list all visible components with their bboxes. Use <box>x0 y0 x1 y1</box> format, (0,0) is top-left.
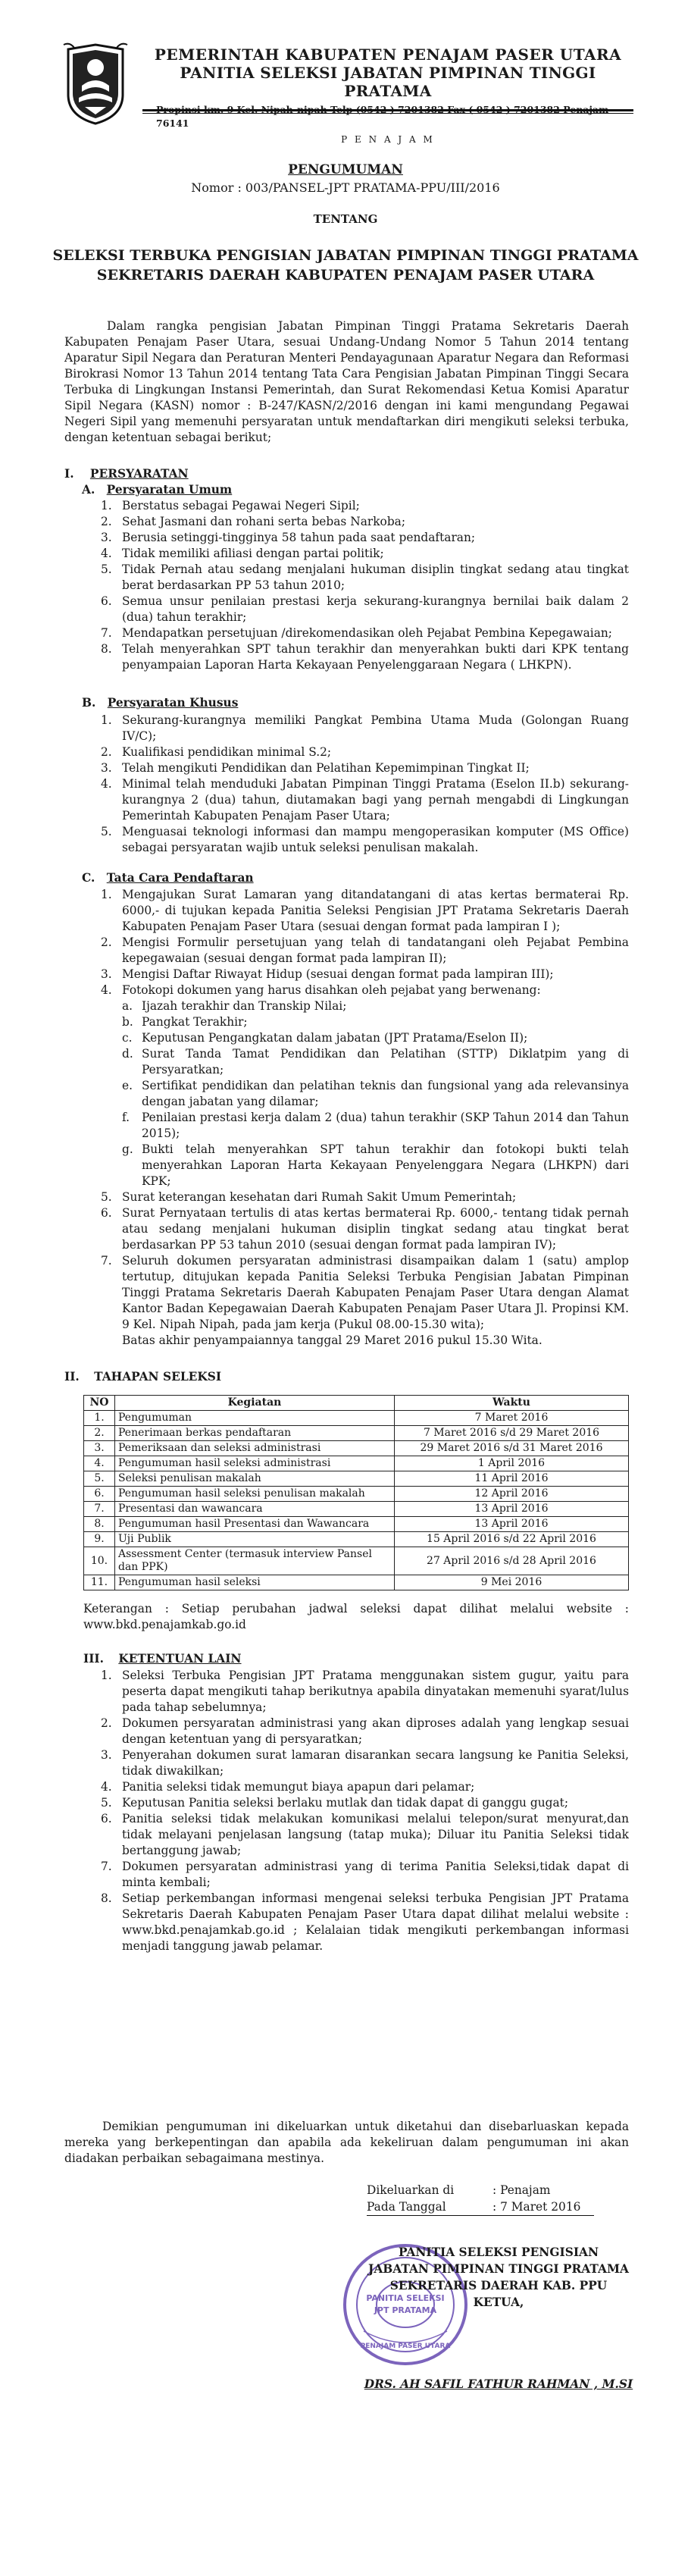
schedule-cell-time: 13 April 2016 <box>395 1502 629 1517</box>
sublist-item-text: Pangkat Terakhir; <box>142 1015 248 1029</box>
list-item <box>101 1189 629 1205</box>
list-item <box>101 546 629 562</box>
list-item-text: Panitia seleksi tidak melakukan komunikasi melalui telepon/surat menyurat,dan tidak melayani penjelasan langsung (tatap muka); Diluar itu Panitia Seleksi tidak bertanggung jawab; <box>122 1812 629 1857</box>
list-item-text: Mendapatkan persetujuan /direkomendasikan oleh Pejabat Pembina Kepegawaian; <box>122 626 612 640</box>
list-item-number: 6. <box>101 1206 112 1220</box>
section-1-heading <box>64 466 189 482</box>
issued-block <box>367 2182 594 2216</box>
list-item-number: 1. <box>101 713 112 727</box>
letterhead-government: PEMERINTAH KABUPATEN PENAJAM PASER UTARA <box>154 45 622 64</box>
sublist-item <box>122 1046 629 1078</box>
special-requirements-list <box>101 713 629 856</box>
sublist-item-text: Penilaian prestasi kerja dalam 2 (dua) tahun terakhir (SKP Tahun 2014 dan Tahun 2015); <box>142 1111 629 1140</box>
doc-title: PENGUMUMAN <box>288 162 403 177</box>
list-item-text: Sehat Jasmani dan rohani serta bebas Narkoba; <box>122 515 406 528</box>
list-item-number: 4. <box>101 1780 112 1794</box>
list-item-number: 7. <box>101 1254 112 1268</box>
list-item <box>101 1253 629 1333</box>
list-item-text: Dokumen persyaratan administrasi yang di terima Panitia Seleksi,tidak dapat di minta kembali; <box>122 1860 629 1889</box>
list-item <box>101 562 629 594</box>
schedule-cell-time: 12 April 2016 <box>395 1487 629 1502</box>
list-item-number: 1. <box>101 499 112 512</box>
schedule-cell-activity: Penerimaan berkas pendaftaran <box>115 1426 395 1441</box>
list-item-number: 7. <box>101 626 112 640</box>
sublist-item-letter: a. <box>122 999 133 1013</box>
list-item-text: Tidak Pernah atau sedang menjalani hukuman disiplin tingkat sedang atau tingkat berat berdasarkan PP 53 tahun 2010; <box>122 563 629 592</box>
list-item-number: 4. <box>101 777 112 791</box>
list-item <box>101 1205 629 1253</box>
list-item-text: Setiap perkembangan informasi mengenai seleksi terbuka Pengisian JPT Pratama Sekretaris Daerah Kabupaten Penajam Paser Utara dapat dilihat melalui website : www.bkd.penajamkab.go.id ; Kelalaian tidak mengikuti perkembangan informasi menjadi tanggung jawab pelamar. <box>122 1891 629 1953</box>
list-item-text: Penyerahan dokumen surat lamaran disarankan secara langsung ke Panitia Seleksi, tidak diwakilkan; <box>122 1748 629 1778</box>
other-provisions-list <box>101 1668 629 1954</box>
subsection-a-title: Persyaratan Umum <box>106 483 233 497</box>
section-3-heading <box>83 1651 242 1667</box>
list-item-number: 7. <box>101 1860 112 1873</box>
list-item <box>101 530 629 546</box>
stamp-text-mid: JPT PRATAMA <box>374 2305 437 2315</box>
list-item-text: Seleksi Terbuka Pengisian JPT Pratama menggunakan sistem gugur, yaitu para peserta dapat mengikuti tahap berikutnya apabila dinyatakan memenuhi syarat/lulus pada tahap sebelumnya; <box>122 1669 629 1714</box>
sublist-item <box>122 998 629 1014</box>
list-item-number: 3. <box>101 967 112 981</box>
schedule-cell-no: 5. <box>84 1471 115 1487</box>
list-item-number: 2. <box>101 745 112 759</box>
list-item-number: 3. <box>101 1748 112 1762</box>
subsection-c-title: Tata Cara Pendaftaran <box>106 871 254 885</box>
schedule-cell-activity: Seleksi penulisan makalah <box>115 1471 395 1487</box>
schedule-body <box>84 1411 629 1590</box>
schedule-cell-no: 10. <box>84 1547 115 1575</box>
sublist-item-letter: c. <box>122 1031 133 1045</box>
list-item <box>101 1668 629 1716</box>
schedule-row <box>84 1441 629 1456</box>
list-item-number: 5. <box>101 1190 112 1204</box>
issued-date-label: Pada Tanggal <box>367 2200 446 2214</box>
letterhead-rule-thick <box>142 109 633 111</box>
list-item <box>101 744 629 760</box>
sublist-item <box>122 1078 629 1110</box>
list-item-number: 6. <box>101 1812 112 1825</box>
list-item <box>101 1859 629 1891</box>
schedule-table <box>83 1395 629 1590</box>
schedule-note: Keterangan : Setiap perubahan jadwal seleksi dapat dilihat melalui website : www.bkd.penajamkab.go.id <box>83 1602 629 1631</box>
schedule-cell-no: 6. <box>84 1487 115 1502</box>
list-item-text: Telah mengikuti Pendidikan dan Pelatihan Kepemimpinan Tingkat II; <box>122 761 530 775</box>
signature-line4: KETUA, <box>473 2296 524 2309</box>
subsection-a-label: A. <box>82 483 95 497</box>
list-item-text: Minimal telah menduduki Jabatan Pimpinan Tinggi Pratama (Eselon II.b) sekurang-kurangnya 2 (dua) tahun, diutamakan bagi yang pernah mengabdi di Lingkungan Pemerintah Kabupaten Penajam Paser Utara; <box>122 777 629 823</box>
subsection-a-heading <box>82 482 232 498</box>
list-item-number: 4. <box>101 547 112 560</box>
list-item-number: 5. <box>101 1796 112 1810</box>
list-item-text: Berusia setinggi-tingginya 58 tahun pada saat pendaftaran; <box>122 531 476 544</box>
list-item <box>101 1891 629 1954</box>
stamp-text-bottom: PENAJAM PASER UTARA <box>360 2343 451 2350</box>
list-item <box>101 498 629 514</box>
doc-number: Nomor : 003/PANSEL-JPT PRATAMA-PPU/III/2016 <box>191 180 500 195</box>
doc-subject-line2: SEKRETARIS DAERAH KABUPATEN PENAJAM PASER UTARA <box>96 267 595 284</box>
list-item <box>101 1795 629 1811</box>
list-item <box>101 1716 629 1747</box>
schedule-cell-no: 4. <box>84 1456 115 1471</box>
sublist-item-letter: d. <box>122 1047 133 1061</box>
schedule-cell-time: 7 Maret 2016 s/d 29 Maret 2016 <box>395 1426 629 1441</box>
schedule-cell-activity: Uji Publik <box>115 1532 395 1547</box>
intro-paragraph: Dalam rangka pengisian Jabatan Pimpinan Tinggi Pratama Sekretaris Daerah Kabupaten Penajam Paser Utara, sesuai Undang-Undang Nomor 5 Tahun 2014 tentang Aparatur Sipil Negara dan Peraturan Menteri Pendayagunaan Aparatur Negara dan Reformasi Birokrasi Nomor 13 Tahun 2014 tentang Tata Cara Pengisian Jabatan Pimpinan Tinggi Secara Terbuka di Lingkungan Instansi Pemerintah, dan Surat Rekomendasi Ketua Komisi Aparatur Sipil Negara (KASN) nomor : B-247/KASN/2/2016 dengan ini kami mengundang Pegawai Negeri Sipil yang memenuhi persyaratan untuk mendaftarkan diri mengikuti seleksi terbuka, dengan ketentuan sebagai berikut; <box>64 319 629 444</box>
list-item-text: Mengajukan Surat Lamaran yang ditandatangani di atas kertas bermaterai Rp. 6000,- di tujukan kepada Panitia Seleksi Pengisian JPT Pratama Sekretaris Daerah Kabupaten Penajam Paser Utara (sesuai dengan format pada lampiran I ); <box>122 888 629 933</box>
schedule-cell-no: 3. <box>84 1441 115 1456</box>
schedule-cell-activity: Pengumuman hasil seleksi penulisan makalah <box>115 1487 395 1502</box>
schedule-cell-time: 13 April 2016 <box>395 1517 629 1532</box>
sublist-item <box>122 1142 629 1189</box>
list-item-text: Menguasai teknologi informasi dan mampu mengoperasikan komputer (MS Office) sebagai persyaratan wajib untuk seleksi penulisan makalah. <box>122 825 629 854</box>
list-item-number: 8. <box>101 1891 112 1905</box>
list-item-text: Tidak memiliki afiliasi dengan partai politik; <box>122 547 384 560</box>
list-item-text: Keputusan Panitia seleksi berlaku mutlak dan tidak dapat di ganggu gugat; <box>122 1796 569 1810</box>
list-item <box>101 1811 629 1859</box>
sublist-item-text: Bukti telah menyerahkan SPT tahun terakhir dan fotokopi bukti telah menyerahkan Laporan Harta Kekayaan Penyelenggara Negara (LHKPN) dari KPK; <box>142 1142 629 1188</box>
schedule-cell-time: 11 April 2016 <box>395 1471 629 1487</box>
list-item-number: 4. <box>101 983 112 997</box>
list-item-number: 2. <box>101 515 112 528</box>
sublist-item-text: Surat Tanda Tamat Pendidikan dan Pelatihan (STTP) Diklatpim yang di Persyaratkan; <box>142 1047 629 1076</box>
schedule-header-row <box>84 1396 629 1411</box>
list-item <box>101 641 629 673</box>
list-item <box>101 1333 629 1349</box>
list-item <box>101 594 629 625</box>
list-item <box>101 776 629 824</box>
letterhead-rule-thin <box>142 113 633 114</box>
list-item <box>101 625 629 641</box>
list-item-number: 3. <box>101 761 112 775</box>
list-item <box>101 514 629 530</box>
subsection-c-label: C. <box>82 871 95 885</box>
list-item <box>101 1747 629 1779</box>
letterhead <box>145 45 630 146</box>
list-item <box>101 887 629 935</box>
sublist-item-letter: e. <box>122 1079 133 1092</box>
subsection-c-heading <box>82 870 254 886</box>
schedule-cell-activity: Pemeriksaan dan seleksi administrasi <box>115 1441 395 1456</box>
schedule-header-time: Waktu <box>395 1396 629 1411</box>
list-item <box>101 824 629 856</box>
schedule-cell-no: 7. <box>84 1502 115 1517</box>
list-item-text: Fotokopi dokumen yang harus disahkan oleh pejabat yang berwenang: <box>122 983 541 997</box>
list-item-text: Panitia seleksi tidak memungut biaya apapun dari pelamar; <box>122 1780 475 1794</box>
list-item-text: Mengisi Daftar Riwayat Hidup (sesuai dengan format pada lampiran III); <box>122 967 554 981</box>
schedule-row <box>84 1471 629 1487</box>
schedule-cell-activity: Pengumuman hasil seleksi <box>115 1575 395 1590</box>
schedule-cell-time: 29 Maret 2016 s/d 31 Maret 2016 <box>395 1441 629 1456</box>
list-item-number: 3. <box>101 531 112 544</box>
schedule-cell-no: 9. <box>84 1532 115 1547</box>
document-copies-sublist <box>122 998 629 1189</box>
schedule-row <box>84 1575 629 1590</box>
section-2-label: II. <box>64 1370 80 1384</box>
sublist-item-text: Ijazah terakhir dan Transkip Nilai; <box>142 999 347 1013</box>
sublist-item-letter: g. <box>122 1142 133 1156</box>
section-3-title: KETENTUAN LAIN <box>118 1652 242 1666</box>
sublist-item <box>122 1014 629 1030</box>
list-item-text: Surat keterangan kesehatan dari Rumah Sakit Umum Pemerintah; <box>122 1190 517 1204</box>
schedule-cell-activity: Pengumuman <box>115 1411 395 1426</box>
schedule-row <box>84 1547 629 1575</box>
list-item-number: 8. <box>101 642 112 656</box>
schedule-cell-time: 7 Maret 2016 <box>395 1411 629 1426</box>
list-item-text: Telah menyerahkan SPT tahun terakhir dan menyerahkan bukti dari KPK tentang penyampaian Laporan Harta Kekayaan Penyelenggaraan Negara ( LHKPN). <box>122 642 629 672</box>
list-item-text: Dokumen persyaratan administrasi yang akan diproses adalah yang lengkap sesuai dengan ketentuan yang di persyaratkan; <box>122 1716 629 1746</box>
list-item-text: Seluruh dokumen persyaratan administrasi disampaikan dalam 1 (satu) amplop tertutup, ditujukan kepada Panitia Seleksi Terbuka Pengisian Jabatan Pimpinan Tinggi Pratama Sekretaris Daerah Kabupaten Penajam Paser Utara dengan Alamat Kantor Badan Kepegawaian Daerah Kabupaten Penajam Paser Utara Jl. Propinsi KM. 9 Kel. Nipah Nipah, pada jam kerja (Pukul 08.00-15.30 wita); <box>122 1254 629 1331</box>
list-item-number: 1. <box>101 888 112 901</box>
signature-block <box>347 2244 650 2393</box>
schedule-cell-time: 15 April 2016 s/d 22 April 2016 <box>395 1532 629 1547</box>
sublist-item-letter: b. <box>122 1015 133 1029</box>
schedule-cell-no: 1. <box>84 1411 115 1426</box>
issued-date-value: : 7 Maret 2016 <box>492 2200 581 2214</box>
sublist-item-text: Keputusan Pengangkatan dalam jabatan (JPT Pratama/Eselon II); <box>142 1031 528 1045</box>
list-item-number: 2. <box>101 935 112 949</box>
signatory-name: DRS. AH SAFIL FATHUR RAHMAN , M.SI <box>364 2377 633 2391</box>
general-requirements-list <box>101 498 629 673</box>
schedule-cell-no: 8. <box>84 1517 115 1532</box>
registration-procedure-list <box>101 887 629 1349</box>
sublist-item <box>122 1110 629 1142</box>
list-item <box>101 713 629 744</box>
list-item <box>101 1779 629 1795</box>
list-item-text: Surat Pernyataan tertulis di atas kertas bermaterai Rp. 6000,- tentang tidak pernah atau sedang menjalani hukuman disiplin tingkat sedang atau tingkat berat berdasarkan PP 53 tahun 2010 (sesuai dengan format pada lampiran IV); <box>122 1206 629 1252</box>
list-item <box>101 982 629 1189</box>
schedule-cell-no: 2. <box>84 1426 115 1441</box>
list-item-number: 5. <box>101 563 112 576</box>
schedule-row <box>84 1517 629 1532</box>
schedule-header-activity: Kegiatan <box>115 1396 395 1411</box>
sublist-item-letter: f. <box>122 1111 130 1124</box>
list-item-number: 1. <box>101 1669 112 1682</box>
signature-line3: SEKRETARIS DAERAH KAB. PPU <box>389 2279 608 2292</box>
schedule-cell-time: 9 Mei 2016 <box>395 1575 629 1590</box>
schedule-cell-time: 1 April 2016 <box>395 1456 629 1471</box>
list-item-text: Sekurang-kurangnya memiliki Pangkat Pembina Utama Muda (Golongan Ruang IV/C); <box>122 713 629 743</box>
schedule-cell-activity: Pengumuman hasil Presentasi dan Wawancara <box>115 1517 395 1532</box>
list-item-number: 2. <box>101 1716 112 1730</box>
signature-line1: PANITIA SELEKSI PENGISIAN <box>398 2245 599 2259</box>
schedule-row <box>84 1487 629 1502</box>
schedule-header-no: NO <box>84 1396 115 1411</box>
letterhead-committee: PANITIA SELEKSI JABATAN PIMPINAN TINGGI PRATAMA <box>180 64 596 100</box>
list-item-number: 5. <box>101 825 112 838</box>
doc-about: TENTANG <box>313 212 378 226</box>
issued-place <box>367 2182 594 2198</box>
signature-line2: JABATAN PIMPINAN TINGGI PRATAMA <box>368 2262 629 2276</box>
subsection-b-label: B. <box>82 696 96 710</box>
schedule-cell-no: 11. <box>84 1575 115 1590</box>
stamp-text-top: PANITIA SELEKSI <box>366 2293 445 2303</box>
list-item-text: Batas akhir penyampaiannya tanggal 29 Maret 2016 pukul 15.30 Wita. <box>122 1333 542 1347</box>
schedule-row <box>84 1502 629 1517</box>
list-item <box>101 967 629 982</box>
letterhead-city: P E N A J A M <box>341 134 435 145</box>
section-3-label: III. <box>83 1652 104 1666</box>
schedule-cell-activity: Assessment Center (termasuk interview Pansel dan PPK) <box>115 1547 395 1575</box>
section-2-heading <box>64 1369 221 1385</box>
section-1-label: I. <box>64 467 74 481</box>
list-item-text: Semua unsur penilaian prestasi kerja sekurang-kurangnya bernilai baik dalam 2 (dua) tahun terakhir; <box>122 594 629 624</box>
list-item <box>101 760 629 776</box>
regency-emblem-icon <box>62 42 129 127</box>
schedule-row <box>84 1456 629 1471</box>
doc-subject <box>0 246 691 285</box>
list-item-text: Berstatus sebagai Pegawai Negeri Sipil; <box>122 499 360 512</box>
sublist-item-text: Sertifikat pendidikan dan pelatihan teknis dan fungsional yang ada relevansinya dengan jabatan yang dilamar; <box>142 1079 629 1108</box>
closing-paragraph: Demikian pengumuman ini dikeluarkan untuk diketahui dan disebarluaskan kepada mereka yang berkepentingan dan apabila ada kekeliruan dalam pengumuman ini akan diadakan perbaikan sebagaimana mestinya. <box>64 2120 629 2165</box>
list-item-number: 6. <box>101 594 112 608</box>
list-item <box>101 935 629 967</box>
doc-subject-line1: SELEKSI TERBUKA PENGISIAN JABATAN PIMPINAN TINGGI PRATAMA <box>52 247 639 264</box>
issued-place-label: Dikeluarkan di <box>367 2183 455 2197</box>
subsection-b-heading <box>82 695 238 711</box>
list-item-text: Mengisi Formulir persetujuan yang telah di tandatangani oleh Pejabat Pembina kepegawaian (sesuai dengan format pada lampiran II); <box>122 935 629 965</box>
schedule-row <box>84 1426 629 1441</box>
subsection-b-title: Persyaratan Khusus <box>107 696 239 710</box>
section-1-title: PERSYARATAN <box>89 467 189 481</box>
issued-date <box>367 2198 594 2216</box>
schedule-cell-time: 27 April 2016 s/d 28 April 2016 <box>395 1547 629 1575</box>
issued-place-value: : Penajam <box>492 2183 551 2197</box>
letterhead-address: Propinsi km. 9 Kel. Nipah-nipah Telp (0542 ) 7201382 Fax ( 0542 ) 7201382 Penajam 76141 <box>156 104 609 129</box>
section-2-title: TAHAPAN SELEKSI <box>94 1370 222 1384</box>
schedule-row <box>84 1411 629 1426</box>
schedule-row <box>84 1532 629 1547</box>
list-item-text: Kualifikasi pendidikan minimal S.2; <box>122 745 332 759</box>
sublist-item <box>122 1030 629 1046</box>
schedule-cell-activity: Pengumuman hasil seleksi administrasi <box>115 1456 395 1471</box>
schedule-cell-activity: Presentasi dan wawancara <box>115 1502 395 1517</box>
